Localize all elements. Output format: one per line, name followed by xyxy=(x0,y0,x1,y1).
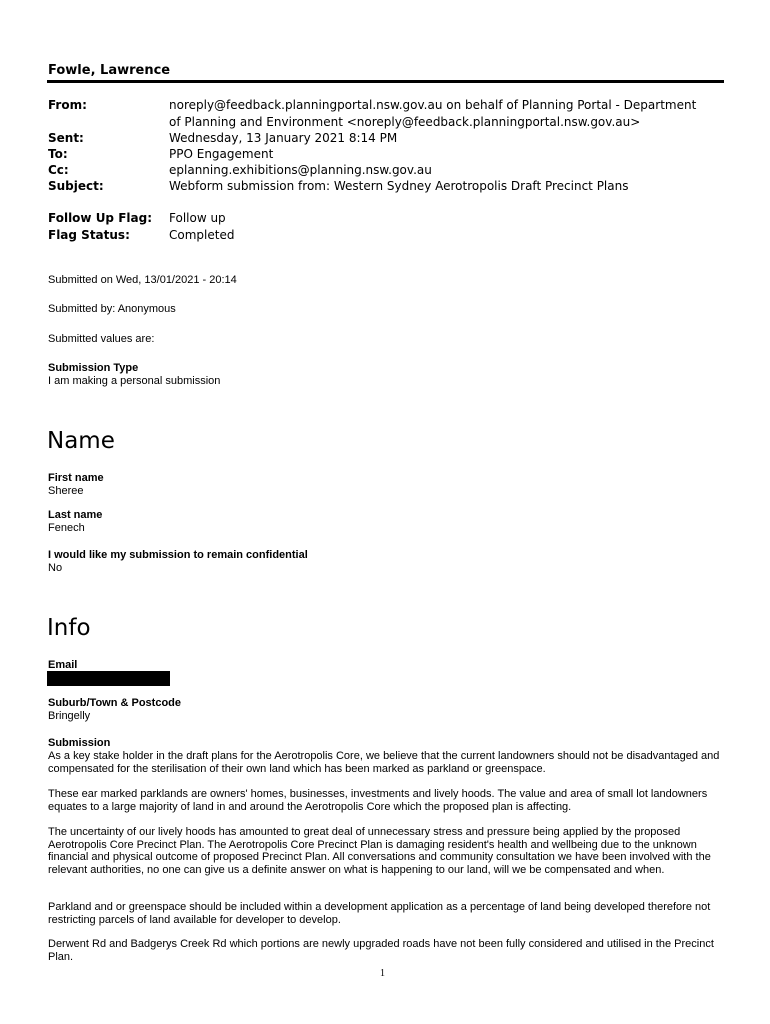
submission-type-value: I am making a personal submission xyxy=(48,375,221,387)
first-name-value: Sheree xyxy=(48,485,84,497)
submission-paragraph-5: Derwent Rd and Badgerys Creek Rd which portions are newly upgraded roads have not been fully considered and utilised in the Precinct Plan. xyxy=(48,938,714,963)
to-value: PPO Engagement xyxy=(169,147,274,161)
page-number: 1 xyxy=(380,968,385,979)
submission-paragraph-2: These ear marked parklands are owners' homes, businesses, investments and lively hoods. The value and area of small lot landowners equates to a large majority of land in and around the Aerotropolis Core which the proposed plan is affecting. xyxy=(48,788,708,813)
sent-label: Sent: xyxy=(48,131,84,145)
submission-label: Submission xyxy=(48,737,111,749)
info-heading: Info xyxy=(47,615,91,641)
suburb-value: Bringelly xyxy=(48,710,91,722)
email-label: Email xyxy=(48,659,78,671)
suburb-label: Suburb/Town & Postcode xyxy=(48,697,182,709)
subject-value: Webform submission from: Western Sydney Aerotropolis Draft Precinct Plans xyxy=(169,179,629,193)
submitted-on: Submitted on Wed, 13/01/2021 - 20:14 xyxy=(48,274,237,286)
sender-name: Fowle, Lawrence xyxy=(48,63,171,78)
submission-paragraph-3: The uncertainty of our lively hoods has amounted to great deal of unnecessary stress and pressure being applied by the proposed Aerotropolis Core Precinct Plan. The Aerotropolis Core Precinct Plan is damaging resident's health and wellbeing due to the unknown financial and physical outcome of proposed Precinct Plan. All conversations and community consultation we have been involved with the relevant authorities, no one can give us a definite answer on what is happening to our land, will we be compensated and when. xyxy=(48,826,711,876)
header-rule xyxy=(47,80,724,83)
cc-label: Cc: xyxy=(48,163,69,177)
submission-paragraph-1: As a key stake holder in the draft plans for the Aerotropolis Core, we believe that the current landowners should not be disadvantaged and compensated for the sterilisation of their own land which has been marked as parkland or greenspace. xyxy=(48,750,720,775)
last-name-value: Fenech xyxy=(48,522,85,534)
from-value: noreply@feedback.planningportal.nsw.gov.au on behalf of Planning Portal - Department of Planning and Environment <noreply@feedback.planningportal.nsw.gov.au> xyxy=(169,98,697,129)
follow-up-label: Follow Up Flag: xyxy=(48,211,152,225)
subject-label: Subject: xyxy=(48,179,104,193)
submission-type-label: Submission Type xyxy=(48,362,139,374)
submitted-by: Submitted by: Anonymous xyxy=(48,303,176,315)
sent-value: Wednesday, 13 January 2021 8:14 PM xyxy=(169,131,398,145)
submission-paragraph-4: Parkland and or greenspace should be included within a development application as a percentage of land being developed therefore not restricting parcels of land available for developer to develop. xyxy=(48,901,711,926)
submitted-values: Submitted values are: xyxy=(48,333,155,345)
email-redaction xyxy=(47,671,170,686)
from-label: From: xyxy=(48,98,87,112)
flag-status-value: Completed xyxy=(169,228,235,242)
flag-status-label: Flag Status: xyxy=(48,228,130,242)
to-label: To: xyxy=(48,147,68,161)
last-name-label: Last name xyxy=(48,509,103,521)
confidential-value: No xyxy=(48,562,63,574)
cc-value: eplanning.exhibitions@planning.nsw.gov.au xyxy=(169,163,432,177)
first-name-label: First name xyxy=(48,472,104,484)
follow-up-value: Follow up xyxy=(169,211,226,225)
name-heading: Name xyxy=(47,428,115,454)
confidential-label: I would like my submission to remain confidential xyxy=(48,549,308,561)
